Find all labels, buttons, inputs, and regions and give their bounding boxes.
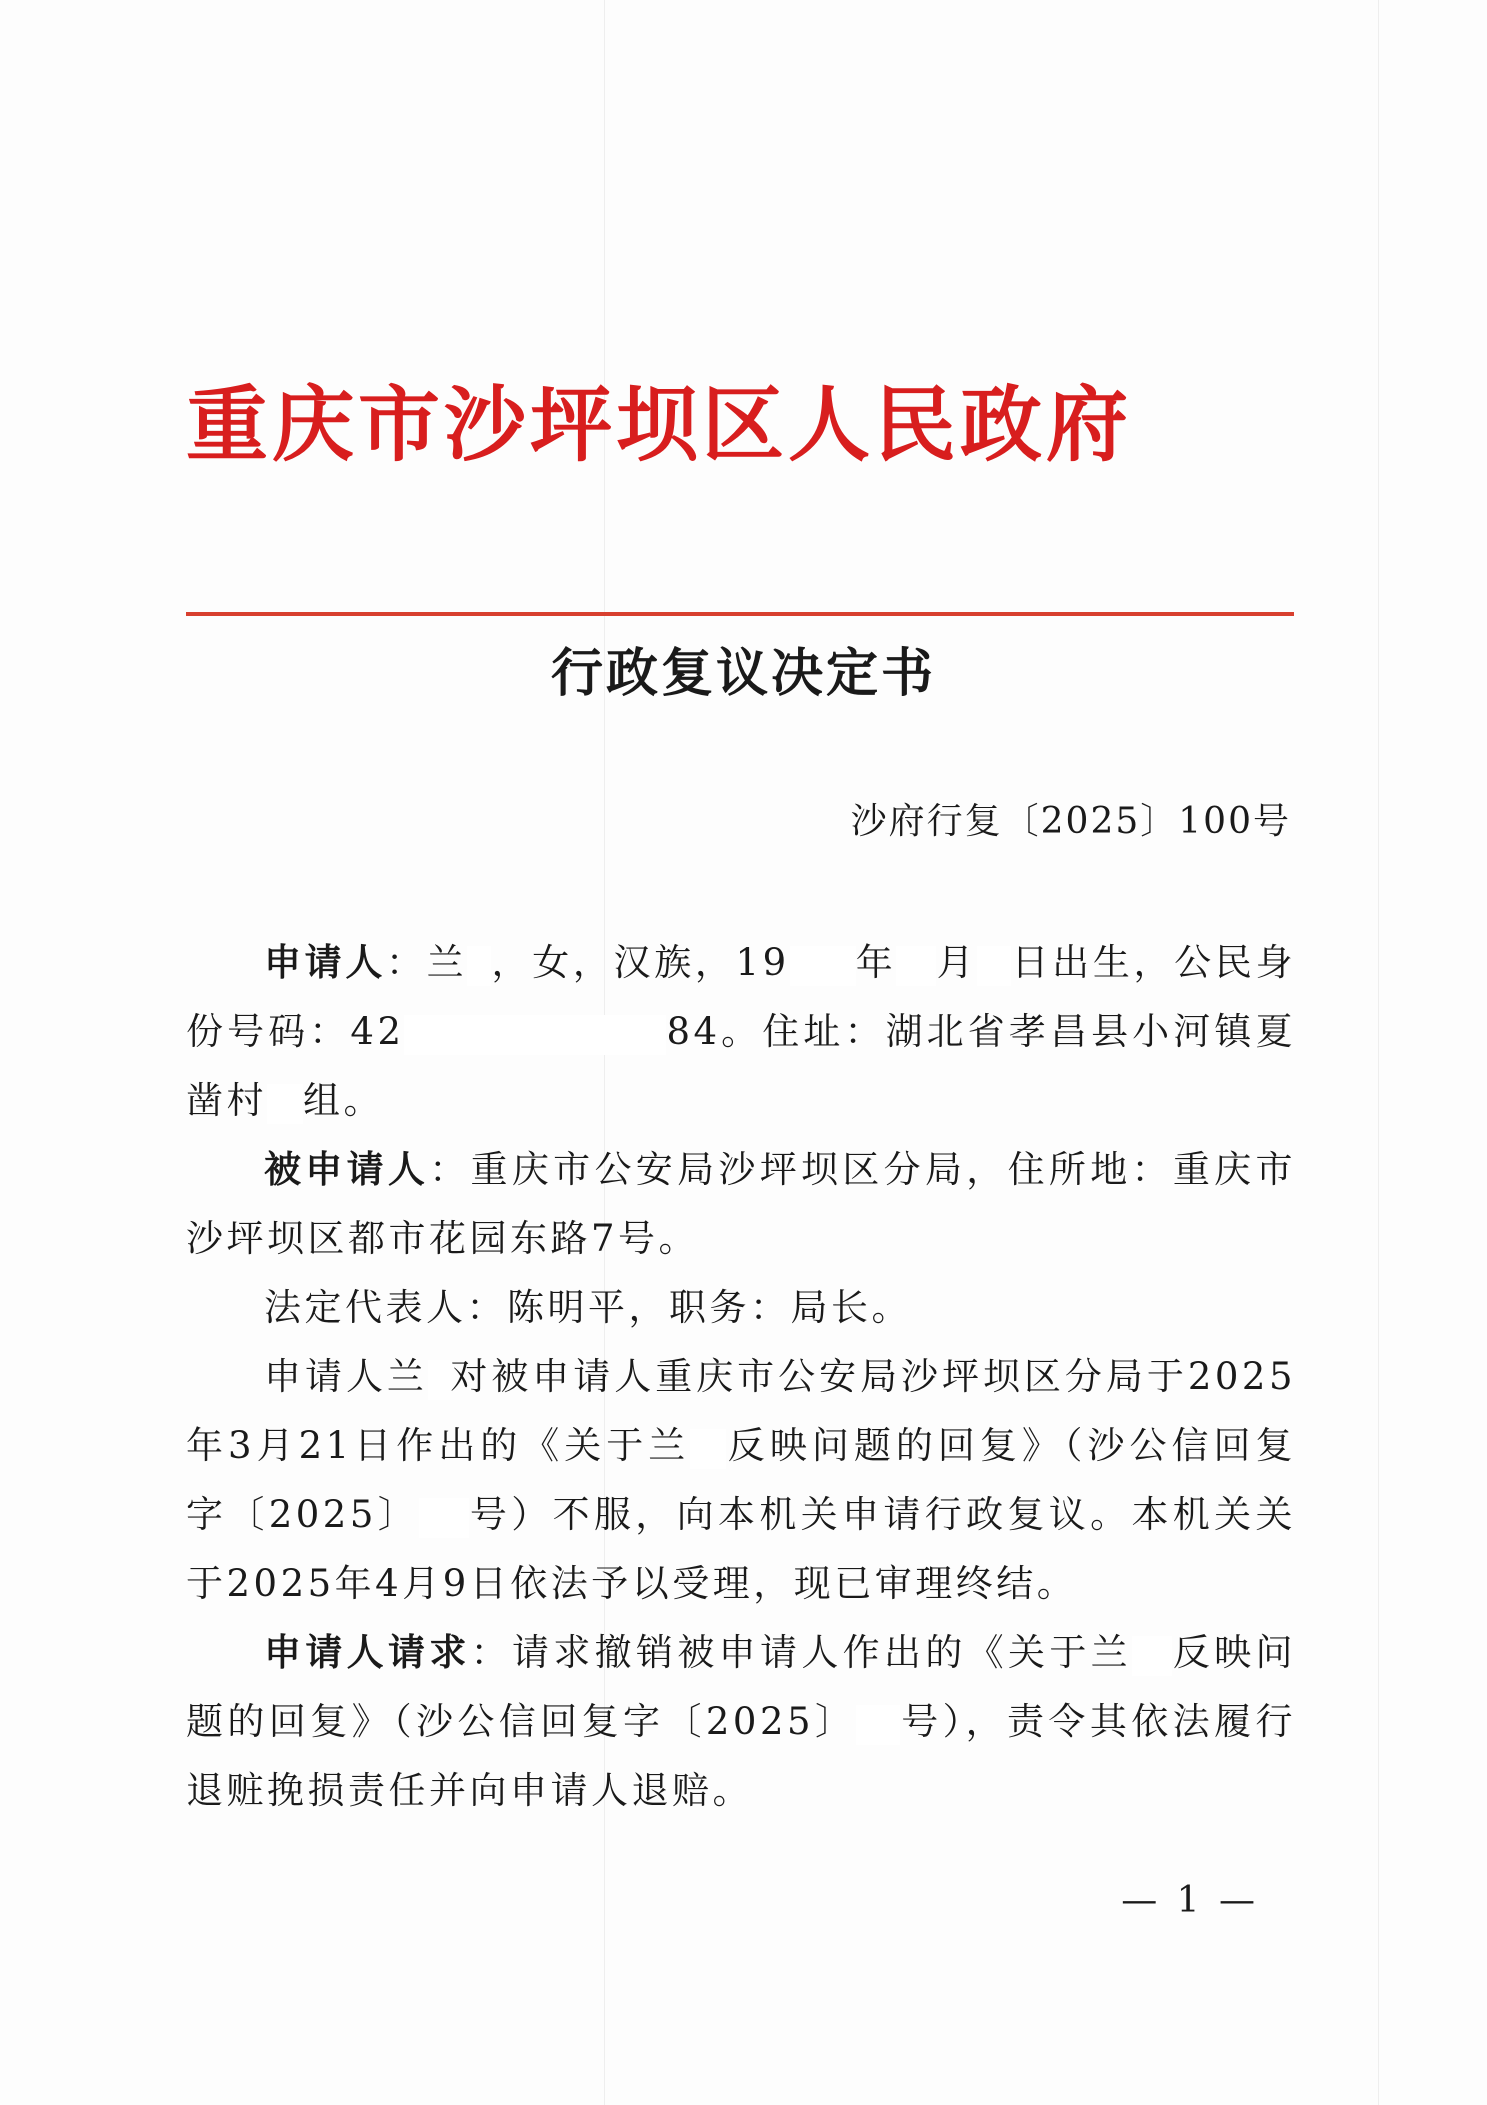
applicant-text-c: 年 [855, 941, 897, 984]
legal-rep-paragraph: 法定代表人：陈明平，职务：局长。 [264, 1286, 912, 1329]
redaction-block [267, 1084, 303, 1124]
redaction-block [419, 1498, 469, 1538]
document-body [186, 928, 1296, 1825]
applicant-text-b: ，女，汉族，19 [491, 941, 790, 984]
case-intro-text-c: 反映问题的回复》（沙公信回复字〔2025〕 [186, 1424, 1296, 1536]
issuer-header: 重庆市沙坪坝区人民政府 [186, 380, 1133, 471]
request-text-b: 反映问题的回复》（沙公信回复字〔2025〕 [186, 1631, 1297, 1743]
red-separator-rule [186, 612, 1294, 616]
redaction-block [977, 946, 1011, 986]
redaction-block [690, 1429, 726, 1469]
redaction-block [856, 1705, 900, 1745]
applicant-text-g: 组。 [303, 1079, 384, 1122]
page-number: — 1 — [1121, 1880, 1259, 1921]
redaction-block [467, 946, 491, 986]
case-intro-text-a: 申请人兰 [264, 1355, 428, 1398]
case-intro-paragraph [186, 1342, 1296, 1618]
respondent-text: ：重庆市公安局沙坪坝区分局，住所地：重庆市沙坪坝区都市花园东路7号。 [186, 1148, 1296, 1260]
scan-edge-line [1378, 0, 1379, 2105]
applicant-label: 申请人 [264, 940, 387, 984]
applicant-text-e: 日出生，公民身份号码：42 [186, 941, 1297, 1053]
request-label: 申请人请求 [264, 1630, 471, 1674]
case-intro-text-b: 对被申请人重庆市公安局沙坪坝区分局于2025年3月21日作出的《关于兰 [186, 1355, 1296, 1467]
applicant-text-f: 84。住址：湖北省孝昌县小河镇夏凿村 [186, 1010, 1296, 1122]
applicant-text-a: ：兰 [386, 941, 468, 984]
request-paragraph [186, 1618, 1296, 1825]
applicant-text-d: 月 [936, 941, 978, 984]
case-intro-text-d: 号）不服，向本机关申请行政复议。本机关关于2025年4月9日依法予以受理，现已审理终结。 [186, 1493, 1297, 1605]
respondent-paragraph [186, 1135, 1296, 1273]
request-text-c: 号），责令其依法履行退赃挽损责任并向申请人退赔。 [186, 1700, 1296, 1812]
redaction-block [896, 946, 936, 986]
respondent-label: 被申请人 [264, 1147, 430, 1191]
document-number: 沙府行复〔2025〕100号 [850, 801, 1291, 842]
applicant-paragraph [186, 928, 1296, 1135]
request-text-a: ：请求撤销被申请人作出的《关于兰 [470, 1631, 1133, 1674]
redaction-block [1132, 1636, 1172, 1676]
redaction-block [404, 1015, 666, 1055]
redaction-block [428, 1360, 450, 1400]
redaction-block [790, 946, 856, 986]
document-title: 行政复议决定书 [550, 643, 936, 704]
